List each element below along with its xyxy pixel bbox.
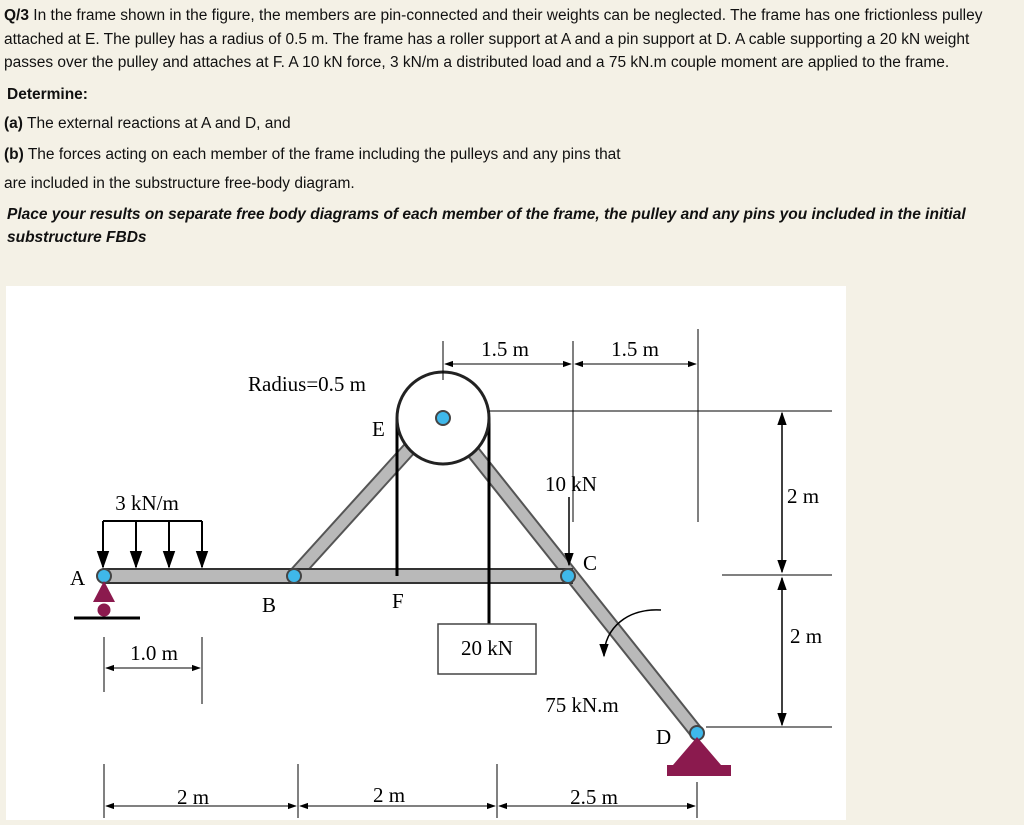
label-d: D (656, 725, 672, 749)
radius-label: Radius=0.5 m (248, 372, 367, 396)
moment-label: 75 kN.m (545, 693, 619, 717)
member-abfc (104, 569, 572, 583)
label-c: C (583, 551, 598, 575)
intro-paragraph (4, 4, 1014, 75)
part-a-label: (a) (4, 114, 23, 132)
pin-b (287, 569, 301, 583)
part-a-text: The external reactions at A and D, and (26, 114, 291, 132)
frame-figure (6, 286, 846, 820)
part-b-text: The forces acting on each member of the frame including the pulleys and any pins that (27, 145, 621, 163)
member-be-fill (294, 448, 410, 576)
part-a (4, 113, 1014, 135)
instruction-text: Place your results on separate free body diagrams of each member of the frame, the pulley and any pins you included in the initial substructure FBDs (7, 205, 966, 246)
part-b-label: (b) (4, 145, 24, 163)
pin-c (561, 569, 575, 583)
dist-load-label: 3 kN/m (115, 491, 179, 515)
dim-right-upper-label: 2 m (786, 484, 820, 508)
frame-diagram (6, 286, 846, 820)
part-b-continued: are included in the substructure free-body diagram. (4, 174, 355, 192)
dim-dist-label: 1.0 m (130, 641, 178, 665)
dim-bot-label-3: 2.5 m (570, 785, 618, 809)
question-label: Q/3 (4, 7, 29, 24)
dim-bot-label-2: 2 m (372, 783, 406, 807)
label-e: E (372, 417, 385, 441)
label-a: A (70, 566, 86, 590)
roller-a (98, 604, 111, 617)
support-a (93, 581, 115, 602)
pin-e (436, 411, 450, 425)
support-d (673, 737, 721, 765)
weight-label: 20 kN (461, 636, 513, 660)
dim-top-right-label: 1.5 m (611, 337, 659, 361)
pin-a (97, 569, 111, 583)
dim-right-lower-label: 2 m (789, 624, 823, 648)
intro-text: In the frame shown in the figure, the members are pin-connected and their weights can be neglected. The frame has one frictionless pulley attached at E. The pulley has a radius of 0.5 m. The frame has a roller support at A and a pin support at D. A cable supporting a 20 kN weight passes over the pulley and attaches at F. A 10 kN force, 3 kN/m a distributed load and a 75 kN.m couple moment are applied to the frame. (4, 7, 983, 71)
determine-heading: Determine: (7, 85, 88, 103)
dim-bot-label-1: 2 m (176, 785, 210, 809)
dim-top-left-label: 1.5 m (481, 337, 529, 361)
force-10kn-label: 10 kN (545, 472, 597, 496)
label-f: F (392, 589, 404, 613)
part-b (4, 144, 1014, 166)
problem-statement (4, 4, 1014, 249)
ground-d (667, 765, 731, 776)
label-b: B (262, 593, 277, 617)
